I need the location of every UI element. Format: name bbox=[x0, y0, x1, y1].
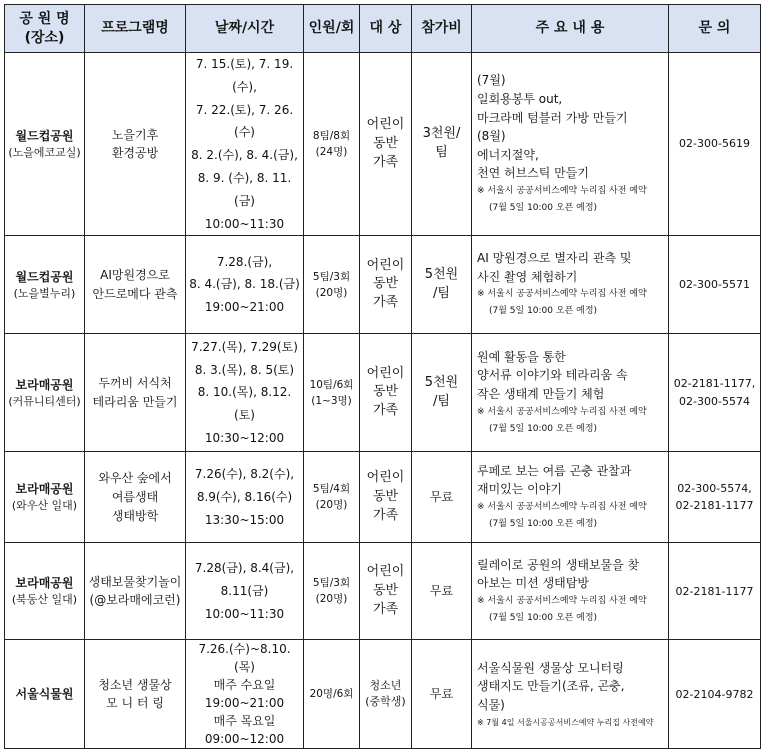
fee-cell: 무료 bbox=[412, 543, 472, 640]
datetime-cell: 7.26.(수)~8.10.(목) 매주 수요일 19:00~21:00 매주 목요일 09:00~12:00 bbox=[186, 640, 304, 749]
datetime-cell: 7.27.(목), 7.29(토) 8. 3.(목), 8. 5(토) 8. 10.(목), 8.12.(토) 10:30~12:00 bbox=[186, 334, 304, 452]
program-cell: 와우산 숲에서 여름생태 생태방학 bbox=[85, 452, 186, 543]
content-cell: 릴레이로 공원의 생태보물을 찾 아보는 미션 생태탐방 ※ 서울시 공공서비스예약 누리집 사전 예약 (7월 5일 10:00 오픈 예정) bbox=[472, 543, 669, 640]
contact-cell: 02-2181-1177 bbox=[669, 543, 761, 640]
fee-cell: 무료 bbox=[412, 640, 472, 749]
content-cell: 원예 활동을 통한 양서류 이야기와 테라리움 속 작은 생태계 만들기 체험 ※ 서울시 공공서비스예약 누리집 사전 예약 (7월 5일 10:00 오픈 예정) bbox=[472, 334, 669, 452]
header-fee: 참가비 bbox=[412, 5, 472, 53]
content-cell: AI 망원경으로 별자리 관측 및 사진 촬영 체험하기 ※ 서울시 공공서비스예약 누리집 사전 예약 (7월 5일 10:00 오픈 예정) bbox=[472, 236, 669, 334]
program-cell: 두꺼비 서식처 테라리움 만들기 bbox=[85, 334, 186, 452]
target-cell: 어린이 동반 가족 bbox=[360, 53, 412, 236]
contact-cell: 02-300-5619 bbox=[669, 53, 761, 236]
datetime-cell: 7. 15.(토), 7. 19.(수), 7. 22.(토), 7. 26.(수) 8. 2.(수), 8. 4.(금), 8. 9. (수), 8. 11. (금) 10:00~11:30 bbox=[186, 53, 304, 236]
datetime-cell: 7.26(수), 8.2(수), 8.9(수), 8.16(수) 13:30~15:00 bbox=[186, 452, 304, 543]
target-cell: 어린이 동반 가족 bbox=[360, 452, 412, 543]
datetime-cell: 7.28.(금), 8. 4.(금), 8. 18.(금) 19:00~21:00 bbox=[186, 236, 304, 334]
header-target: 대 상 bbox=[360, 5, 412, 53]
program-cell: 청소년 생물상 모 니 터 링 bbox=[85, 640, 186, 749]
capacity-cell: 5팀/3회 (20명) bbox=[304, 236, 360, 334]
capacity-cell: 20명/6회 bbox=[304, 640, 360, 749]
datetime-cell: 7.28(금), 8.4(금), 8.11(금) 10:00~11:30 bbox=[186, 543, 304, 640]
target-cell: 청소년 (중학생) bbox=[360, 640, 412, 749]
header-row bbox=[5, 5, 761, 53]
target-cell: 어린이 동반 가족 bbox=[360, 334, 412, 452]
header-contact: 문 의 bbox=[669, 5, 761, 53]
table-row bbox=[5, 640, 761, 749]
fee-cell: 3천원/ 팀 bbox=[412, 53, 472, 236]
contact-cell: 02-2104-9782 bbox=[669, 640, 761, 749]
capacity-cell: 5팀/4회 (20명) bbox=[304, 452, 360, 543]
table-row bbox=[5, 53, 761, 236]
header-content: 주 요 내 용 bbox=[472, 5, 669, 53]
header-capacity: 인원/회 bbox=[304, 5, 360, 53]
fee-cell: 5천원 /팀 bbox=[412, 236, 472, 334]
header-program: 프로그램명 bbox=[85, 5, 186, 53]
place-cell: 서울식물원 bbox=[5, 640, 85, 749]
place-cell: 월드컵공원 (노을별누리) bbox=[5, 236, 85, 334]
program-cell: AI망원경으로 안드로메다 관측 bbox=[85, 236, 186, 334]
place-cell: 보라매공원 (북동산 일대) bbox=[5, 543, 85, 640]
fee-cell: 5천원 /팀 bbox=[412, 334, 472, 452]
target-cell: 어린이 동반 가족 bbox=[360, 543, 412, 640]
capacity-cell: 10팀/6회 (1~3명) bbox=[304, 334, 360, 452]
table-row bbox=[5, 334, 761, 452]
content-cell: 루페로 보는 여름 곤충 관찰과 재미있는 이야기 ※ 서울시 공공서비스예약 누리집 사전 예약 (7월 5일 10:00 오픈 예정) bbox=[472, 452, 669, 543]
header-datetime: 날짜/시간 bbox=[186, 5, 304, 53]
table-row bbox=[5, 452, 761, 543]
place-cell: 보라매공원 (커뮤니티센터) bbox=[5, 334, 85, 452]
capacity-cell: 5팀/3회 (20명) bbox=[304, 543, 360, 640]
contact-cell: 02-300-5574, 02-2181-1177 bbox=[669, 452, 761, 543]
table-row bbox=[5, 543, 761, 640]
place-cell: 월드컵공원 (노을에코교실) bbox=[5, 53, 85, 236]
contact-cell: 02-300-5571 bbox=[669, 236, 761, 334]
program-cell: 생태보물찾기놀이 (@보라매에코런) bbox=[85, 543, 186, 640]
program-table bbox=[4, 4, 761, 749]
target-cell: 어린이 동반 가족 bbox=[360, 236, 412, 334]
program-cell: 노을기후 환경공방 bbox=[85, 53, 186, 236]
fee-cell: 무료 bbox=[412, 452, 472, 543]
place-cell: 보라매공원 (와우산 일대) bbox=[5, 452, 85, 543]
content-cell: 서울식물원 생물상 모니터링 생태지도 만들기(조류, 곤충, 식물) ※ 7월 4일 서울시공공서비스예약 누리집 사전예약 bbox=[472, 640, 669, 749]
contact-cell: 02-2181-1177, 02-300-5574 bbox=[669, 334, 761, 452]
header-place: 공 원 명 (장소) bbox=[5, 5, 85, 53]
content-cell: (7월) 일회용봉투 out, 마크라메 텀블러 가방 만들기 (8월) 에너지절약, 천연 허브스틱 만들기 ※ 서울시 공공서비스예약 누리집 사전 예약 (7월 5일 10:00 오픈 예정) bbox=[472, 53, 669, 236]
table-row bbox=[5, 236, 761, 334]
capacity-cell: 8팀/8회 (24명) bbox=[304, 53, 360, 236]
